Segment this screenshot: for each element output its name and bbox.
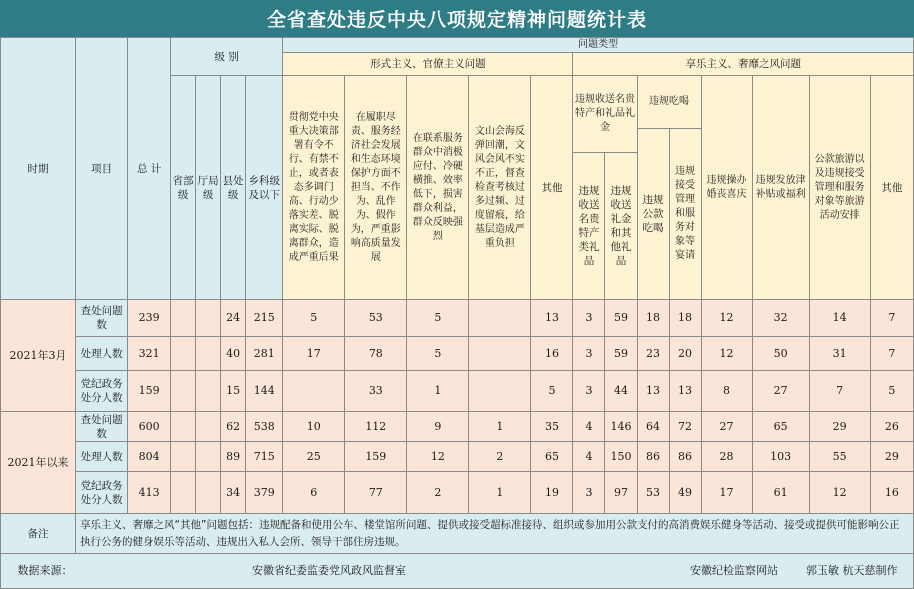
formalism-col-1-header: 贯彻党中央重大决策部署有令不行、有禁不止，或者表态多调门高、行动少落实差、脱离实际、脱离群众，造成严重后果 — [283, 76, 345, 300]
row-item-label: 处理人数 — [76, 442, 128, 472]
row-item-label: 查处问题数 — [76, 300, 128, 337]
source-site: 安徽纪检监察网站 — [690, 564, 778, 577]
period-header: 时期 — [1, 38, 76, 300]
hedonism-other-header: 其他 — [870, 76, 913, 300]
cell: 5 — [531, 371, 573, 412]
cell: 40 — [221, 337, 246, 371]
cell: 33 — [345, 371, 407, 412]
note-text: 享乐主义、奢靡之风“其他”问题包括：违规配备和使用公车、楼堂馆所问题、提供或接受超标准接待、组织或参加用公款支付的高消费娱乐健身等活动、接受或提供可能影响公正执行公务的健身娱乐等活动、违规出入私人会所、领导干部住房违规。 — [76, 514, 914, 554]
cell: 18 — [637, 300, 669, 337]
cell: 23 — [637, 337, 669, 371]
level-bureau-header: 厅局级 — [196, 76, 221, 300]
cell: 59 — [605, 337, 637, 371]
cell: 15 — [221, 371, 246, 412]
cell: 16 — [531, 337, 573, 371]
eat-group-header: 违规吃喝 — [637, 76, 701, 129]
period-label: 2021年以来 — [1, 412, 76, 514]
cell: 16 — [870, 472, 913, 514]
cell: 97 — [605, 472, 637, 514]
cell-total: 321 — [128, 337, 171, 371]
cell: 150 — [605, 442, 637, 472]
cell: 13 — [669, 371, 701, 412]
cell: 13 — [531, 300, 573, 337]
formalism-col-3-header: 在联系服务群众中消极应付、冷硬横推、效率低下，损害群众利益，群众反映强烈 — [407, 76, 469, 300]
eat-col-1-header: 违规公款吃喝 — [637, 129, 669, 300]
table-row — [1, 371, 914, 412]
cell: 59 — [605, 300, 637, 337]
cell — [171, 371, 196, 412]
cell: 27 — [701, 412, 752, 442]
cell: 715 — [246, 442, 283, 472]
cell: 44 — [605, 371, 637, 412]
cell: 3 — [573, 337, 605, 371]
cell: 31 — [809, 337, 870, 371]
source-row — [1, 554, 914, 589]
cell: 29 — [870, 442, 913, 472]
level-township-header: 乡科级及以下 — [246, 76, 283, 300]
item-header: 项目 — [76, 38, 128, 300]
cell: 17 — [701, 472, 752, 514]
cell: 72 — [669, 412, 701, 442]
total-header: 总 计 — [128, 38, 171, 300]
formalism-col-2-header: 在履职尽责、服务经济社会发展和生态环境保护方面不担当、不作为、乱作为、假作为，严重影响高质量发展 — [345, 76, 407, 300]
cell: 89 — [221, 442, 246, 472]
cell: 1 — [469, 472, 531, 514]
cell — [469, 337, 531, 371]
cell: 18 — [669, 300, 701, 337]
cell — [196, 472, 221, 514]
cell: 53 — [345, 300, 407, 337]
cell: 34 — [221, 472, 246, 514]
period-label: 2021年3月 — [1, 300, 76, 412]
row-item-label: 查处问题数 — [76, 412, 128, 442]
gift-col-1-header: 违规收送名贵特产类礼品 — [573, 153, 605, 300]
cell — [196, 371, 221, 412]
cell — [196, 337, 221, 371]
row-item-label: 党纪政务处分人数 — [76, 371, 128, 412]
cell: 12 — [809, 472, 870, 514]
cell-total: 239 — [128, 300, 171, 337]
cell: 50 — [752, 337, 809, 371]
note-row — [1, 514, 914, 554]
cell: 20 — [669, 337, 701, 371]
cell: 12 — [701, 300, 752, 337]
cell: 65 — [752, 412, 809, 442]
cell: 5 — [870, 371, 913, 412]
problem-type-header: 问题类型 — [283, 38, 914, 53]
cell: 7 — [870, 337, 913, 371]
cell: 14 — [809, 300, 870, 337]
cell — [171, 442, 196, 472]
cell: 28 — [701, 442, 752, 472]
cell: 78 — [345, 337, 407, 371]
cell: 55 — [809, 442, 870, 472]
cell — [283, 371, 345, 412]
cell: 7 — [809, 371, 870, 412]
cell: 7 — [870, 300, 913, 337]
cell-total: 413 — [128, 472, 171, 514]
cell: 77 — [345, 472, 407, 514]
hedonism-travel-header: 公款旅游以及违规接受管理和服务对象等旅游活动安排 — [809, 76, 870, 300]
cell: 4 — [573, 442, 605, 472]
cell: 1 — [469, 412, 531, 442]
cell: 2 — [407, 472, 469, 514]
cell: 53 — [637, 472, 669, 514]
cell: 159 — [345, 442, 407, 472]
formalism-col-4-header: 文山会海反弹回潮，文风会风不实不正，督查检查考核过多过频、过度留痕，给基层造成严重负担 — [469, 76, 531, 300]
cell: 112 — [345, 412, 407, 442]
cell: 3 — [573, 472, 605, 514]
cell: 144 — [246, 371, 283, 412]
row-item-label: 党纪政务处分人数 — [76, 472, 128, 514]
cell: 64 — [637, 412, 669, 442]
cell — [171, 337, 196, 371]
cell: 24 — [221, 300, 246, 337]
cell: 49 — [669, 472, 701, 514]
cell: 215 — [246, 300, 283, 337]
gift-group-header: 违规收送名贵特产和礼品礼金 — [573, 76, 637, 153]
cell: 10 — [283, 412, 345, 442]
cell: 6 — [283, 472, 345, 514]
source-org: 安徽省纪委监委党风政风监督室 — [252, 564, 406, 577]
cell: 3 — [573, 300, 605, 337]
table-title: 全省查处违反中央八项规定精神问题统计表 — [0, 0, 914, 37]
cell: 32 — [752, 300, 809, 337]
table-row — [1, 337, 914, 371]
source-credit: 郭玉敏 杭天慈制作 — [806, 564, 898, 577]
formalism-other-header: 其他 — [531, 76, 573, 300]
cell — [469, 300, 531, 337]
cell: 62 — [221, 412, 246, 442]
cell: 5 — [407, 337, 469, 371]
cell: 86 — [669, 442, 701, 472]
level-provincial-header: 省部级 — [171, 76, 196, 300]
cell-total: 804 — [128, 442, 171, 472]
cell: 13 — [637, 371, 669, 412]
cell-total: 159 — [128, 371, 171, 412]
source-label: 数据来源： — [17, 564, 73, 577]
level-county-header: 县处级 — [221, 76, 246, 300]
table-row — [1, 300, 914, 337]
hedonism-group-header: 享乐主义、奢靡之风问题 — [573, 53, 914, 76]
cell: 17 — [283, 337, 345, 371]
hedonism-subsidy-header: 违规发放津补贴或福利 — [752, 76, 809, 300]
cell — [469, 371, 531, 412]
cell — [196, 412, 221, 442]
cell: 29 — [809, 412, 870, 442]
cell: 2 — [469, 442, 531, 472]
cell: 379 — [246, 472, 283, 514]
cell: 8 — [701, 371, 752, 412]
cell: 103 — [752, 442, 809, 472]
stats-table — [0, 37, 914, 589]
cell: 12 — [407, 442, 469, 472]
note-label: 备注 — [1, 514, 76, 554]
level-group-header: 级 别 — [171, 38, 283, 76]
cell: 26 — [870, 412, 913, 442]
cell: 12 — [701, 337, 752, 371]
cell — [171, 300, 196, 337]
cell: 65 — [531, 442, 573, 472]
cell: 5 — [407, 300, 469, 337]
cell: 4 — [573, 412, 605, 442]
cell: 61 — [752, 472, 809, 514]
cell: 27 — [752, 371, 809, 412]
cell: 9 — [407, 412, 469, 442]
cell: 538 — [246, 412, 283, 442]
cell: 5 — [283, 300, 345, 337]
cell: 1 — [407, 371, 469, 412]
cell: 146 — [605, 412, 637, 442]
cell — [196, 300, 221, 337]
cell — [171, 412, 196, 442]
eat-col-2-header: 违规接受管理和服务对象等宴请 — [669, 129, 701, 300]
cell: 281 — [246, 337, 283, 371]
cell: 35 — [531, 412, 573, 442]
cell: 3 — [573, 371, 605, 412]
table-row — [1, 412, 914, 442]
cell: 19 — [531, 472, 573, 514]
cell — [171, 472, 196, 514]
gift-col-2-header: 违规收送礼金和其他礼品 — [605, 153, 637, 300]
table-row — [1, 472, 914, 514]
table-row — [1, 442, 914, 472]
hedonism-wedding-header: 违规操办婚丧喜庆 — [701, 76, 752, 300]
cell: 25 — [283, 442, 345, 472]
cell-total: 600 — [128, 412, 171, 442]
cell: 86 — [637, 442, 669, 472]
formalism-group-header: 形式主义、官僚主义问题 — [283, 53, 573, 76]
cell — [196, 442, 221, 472]
row-item-label: 处理人数 — [76, 337, 128, 371]
